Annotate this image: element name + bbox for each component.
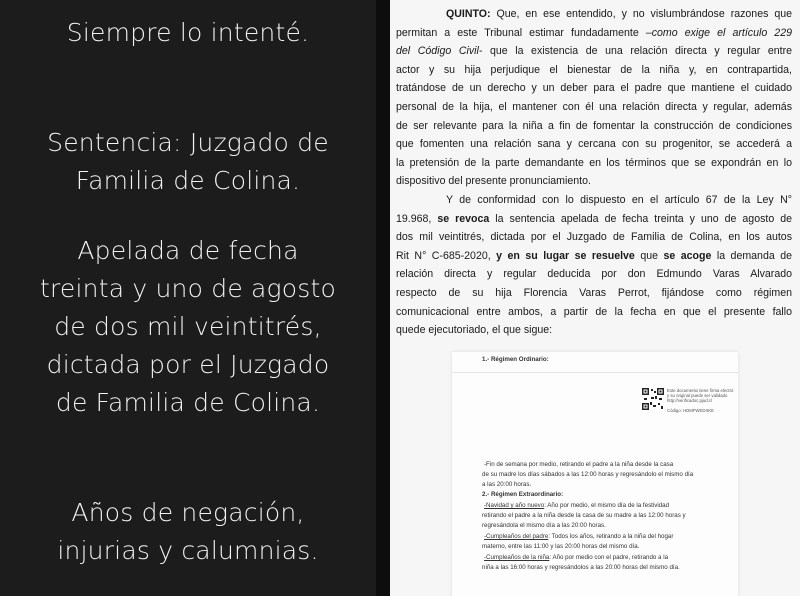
doc-line: de ser relevante para la niña a fin de fomentar la construcción de condiciones <box>396 119 792 132</box>
qr-code-icon <box>642 388 664 410</box>
validation-note <box>667 388 733 413</box>
doc-text: Que, en ese entendido, y no vislumbrándose razones que <box>496 8 792 20</box>
note-line: y su original puede ser validado <box>667 393 728 398</box>
doc-line <box>396 24 792 43</box>
scan-line: retirando el padre a la niña desde la casa de su madre a las 12:00 horas y <box>482 512 686 519</box>
doc-text: 19.968, <box>396 212 432 225</box>
scan-underlined: -Navidad y año nuevo <box>484 502 545 509</box>
document-panel <box>390 0 800 596</box>
scan-line: -Fin de semana por medio, retirando el padre a la niña desde la casa <box>484 461 674 468</box>
text-line: Sentencia: Juzgado de <box>47 128 329 157</box>
text-line: Años de negación, <box>71 498 305 527</box>
scanned-page <box>452 352 738 596</box>
text-line: dictada por el Juzgado <box>46 350 330 379</box>
doc-line <box>396 5 792 24</box>
scan-underlined: -Cumpleaños del padre <box>484 533 549 540</box>
doc-line: la pretensión de la parte demandante en los términos que se expondrán en lo <box>396 156 792 169</box>
note-line: Código: HDMFWEDXKE <box>667 408 715 413</box>
note-line: http://verificadoc.pjud.cl <box>667 398 712 403</box>
scan-line: de su madre los días sábados a las 12:00 horas y regresándolo el mismo día <box>482 471 694 478</box>
scan-line: materno, entre las 11:00 y las 20:00 horas del mismo día. <box>482 543 640 550</box>
panel-divider <box>376 0 390 596</box>
doc-text: que <box>640 249 658 262</box>
doc-line: personal de la hija, el mantener con él una relación directa y regular, además <box>396 100 792 113</box>
section-label: QUINTO: <box>446 8 491 20</box>
scan-divider <box>452 372 738 373</box>
scan-line: regresándola el mismo día a las 20:00 horas. <box>482 522 606 529</box>
paragraph-resolution <box>396 191 792 340</box>
scan-text: : Año por medio, el mismo día de la festividad <box>544 502 670 509</box>
doc-line: quede ejecutoriado, el que sigue: <box>396 324 553 337</box>
text-line: Apelada de fecha <box>77 236 299 265</box>
doc-line: relación directa y regular deducida por don Edmundo Varas Alvarado <box>396 268 792 281</box>
doc-italic: –como exige el artículo 229 <box>645 26 792 39</box>
scan-line <box>484 502 669 509</box>
text-line: Siempre lo intenté. <box>66 18 310 47</box>
text-line: de dos mil veintitrés, <box>54 312 322 341</box>
scan-line: a las 20:00 horas. <box>482 481 532 488</box>
note-line: Este documento tiene firma electró <box>667 388 734 393</box>
text-line: treinta y uno de agosto <box>40 274 336 303</box>
doc-line <box>396 42 792 61</box>
doc-line <box>396 210 792 229</box>
scan-line: niña a las 16:00 horas y regresándolos a las 20:00 horas del mismo día. <box>482 564 680 571</box>
text-line: injurias y calumnias. <box>57 536 319 565</box>
doc-line: dos mil veintitrés, dictada por el Juzgado de Familia de Colina, en los autos <box>396 231 792 244</box>
doc-text: permitan a este Tribunal estimar fundadamente <box>396 26 639 39</box>
left-text-panel <box>0 0 376 596</box>
scan-heading: 1.- Régimen Ordinario: <box>482 356 549 363</box>
scan-line <box>484 554 668 561</box>
doc-line: comunicacional entre ambos, a partir de la fecha en que el presente fallo <box>396 305 792 318</box>
doc-bold: se acoge <box>663 249 712 262</box>
doc-line <box>396 247 792 266</box>
doc-line: respecto de su hija Florencia Varas Perrot, fijándose como régimen <box>396 286 792 299</box>
doc-text: Rit N° C-685-2020, <box>396 249 491 262</box>
doc-italic: del Código Civil- <box>396 45 483 58</box>
quote-block-4 <box>0 494 376 570</box>
doc-text: que la existencia de una relación directa y regular entre <box>489 45 792 58</box>
text-line: Familia de Colina. <box>75 166 301 195</box>
doc-line: dispositivo del presente pronunciamiento. <box>396 175 591 188</box>
doc-line: Y de conformidad con lo dispuesto en el artículo 67 de la Ley N° <box>446 194 792 206</box>
scan-text: : Año por medio con el padre, retirando a la <box>549 554 669 561</box>
doc-line: que fomenten una relación sana y cercana con su progenitor, se accederá a <box>396 138 792 151</box>
quote-block-1 <box>0 14 376 52</box>
scan-text: : Todos los años, retirando a la niña del hogar <box>548 533 674 540</box>
doc-text: la sentencia apelada de fecha treinta y uno de agosto de <box>495 212 792 225</box>
quote-block-3 <box>0 232 376 422</box>
scan-heading: 2.- Régimen Extraordinario: <box>482 491 564 498</box>
scan-underlined: -Cumpleaños de la niña <box>484 554 550 561</box>
scan-line <box>484 533 673 540</box>
text-line: de Familia de Colina. <box>55 388 321 417</box>
doc-bold: se revoca <box>437 212 490 225</box>
doc-line: tratándose de un derecho y un deber para el padre que mantiene el cuidado <box>396 82 792 95</box>
doc-line: actor y su hija perjudique el bienestar de la niña y, en contrapartida, <box>396 63 792 76</box>
paragraph-quinto <box>396 5 792 191</box>
doc-bold: y en su lugar se resuelve <box>496 249 635 262</box>
quote-block-2 <box>0 124 376 200</box>
doc-text: la demanda de <box>716 249 792 262</box>
